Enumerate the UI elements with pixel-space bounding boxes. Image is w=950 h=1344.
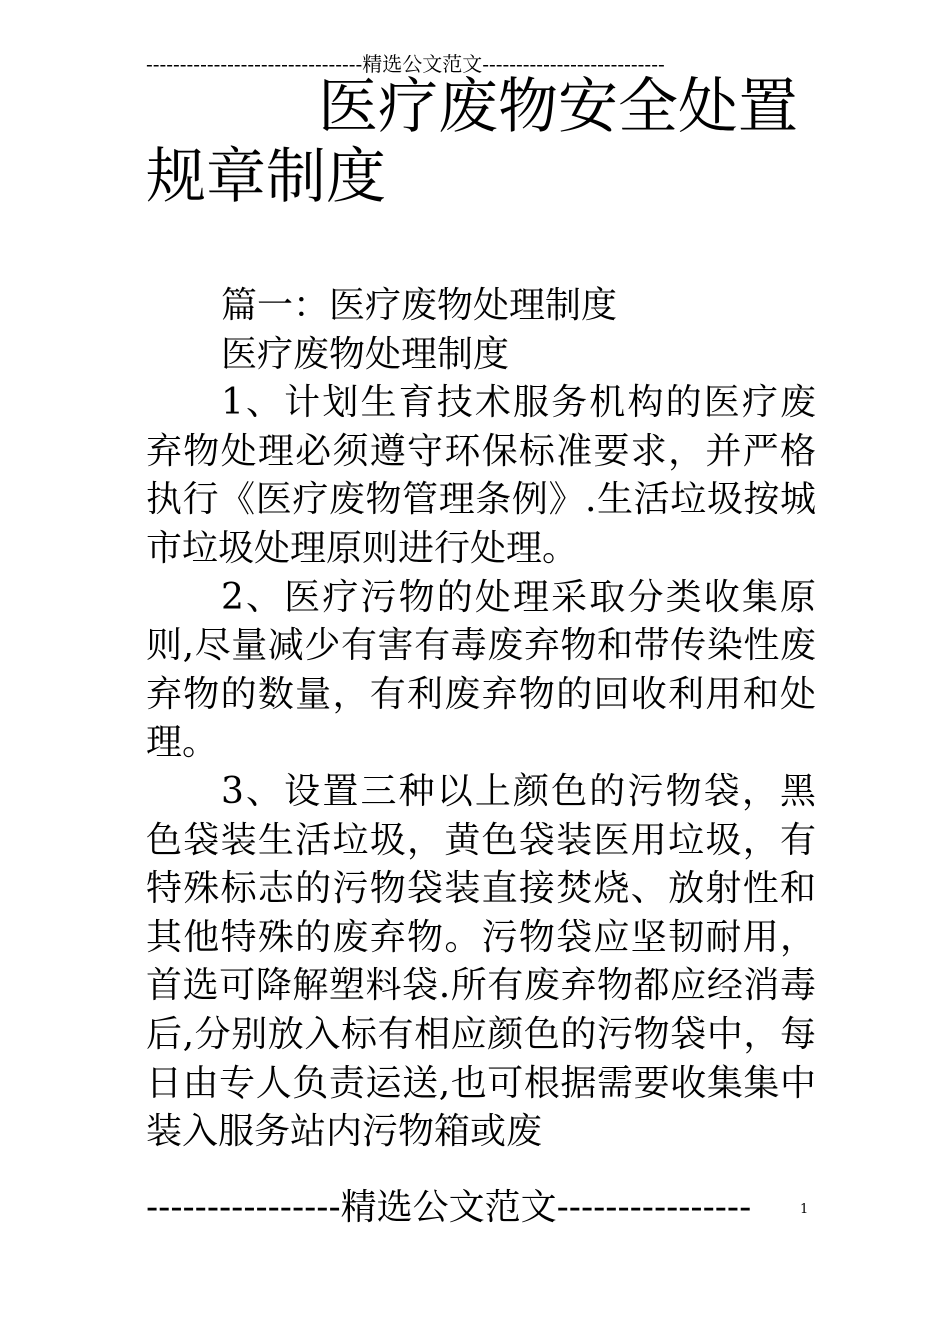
paragraph-1: 1、计划生育技术服务机构的医疗废弃物处理必须遵守环保标准要求，并严格执行《医疗废物管理条例》.生活垃圾按城市垃圾处理原则进行处理。: [146, 382, 816, 569]
paragraph-2: 2、医疗污物的处理采取分类收集原则,尽量减少有害有毒废弃物和带传染性废弃物的数量，有利废弃物的回收利用和处理。: [146, 576, 816, 764]
paragraph-3: 3、设置三种以上颜色的污物袋，黑色袋装生活垃圾，黄色袋装医用垃圾，有特殊标志的污物袋装直接焚烧、放射性和其他特殊的废弃物。污物袋应坚韧耐用，首选可降解塑料袋.所有废弃物都应经消毒后,分别放入标有相应颜色的污物袋中，每日由专人负责运送,也可根据需要收集集中装入服务站内污物箱或废: [146, 770, 816, 1153]
page-footer: ----------------精选公文范文----------------: [146, 1187, 752, 1228]
document-title: [146, 72, 826, 212]
page-number: 1: [800, 1202, 809, 1217]
document-body: [146, 282, 816, 1157]
subsection-heading: 医疗废物处理制度: [221, 333, 510, 375]
page-header: --------------------------------精选公文范文---------------------------: [146, 52, 665, 76]
title-line-2: 规章制度: [146, 142, 386, 212]
title-line-1: 医疗废物安全处置: [318, 72, 798, 142]
section-heading: 篇一：医疗废物处理制度: [221, 285, 618, 326]
